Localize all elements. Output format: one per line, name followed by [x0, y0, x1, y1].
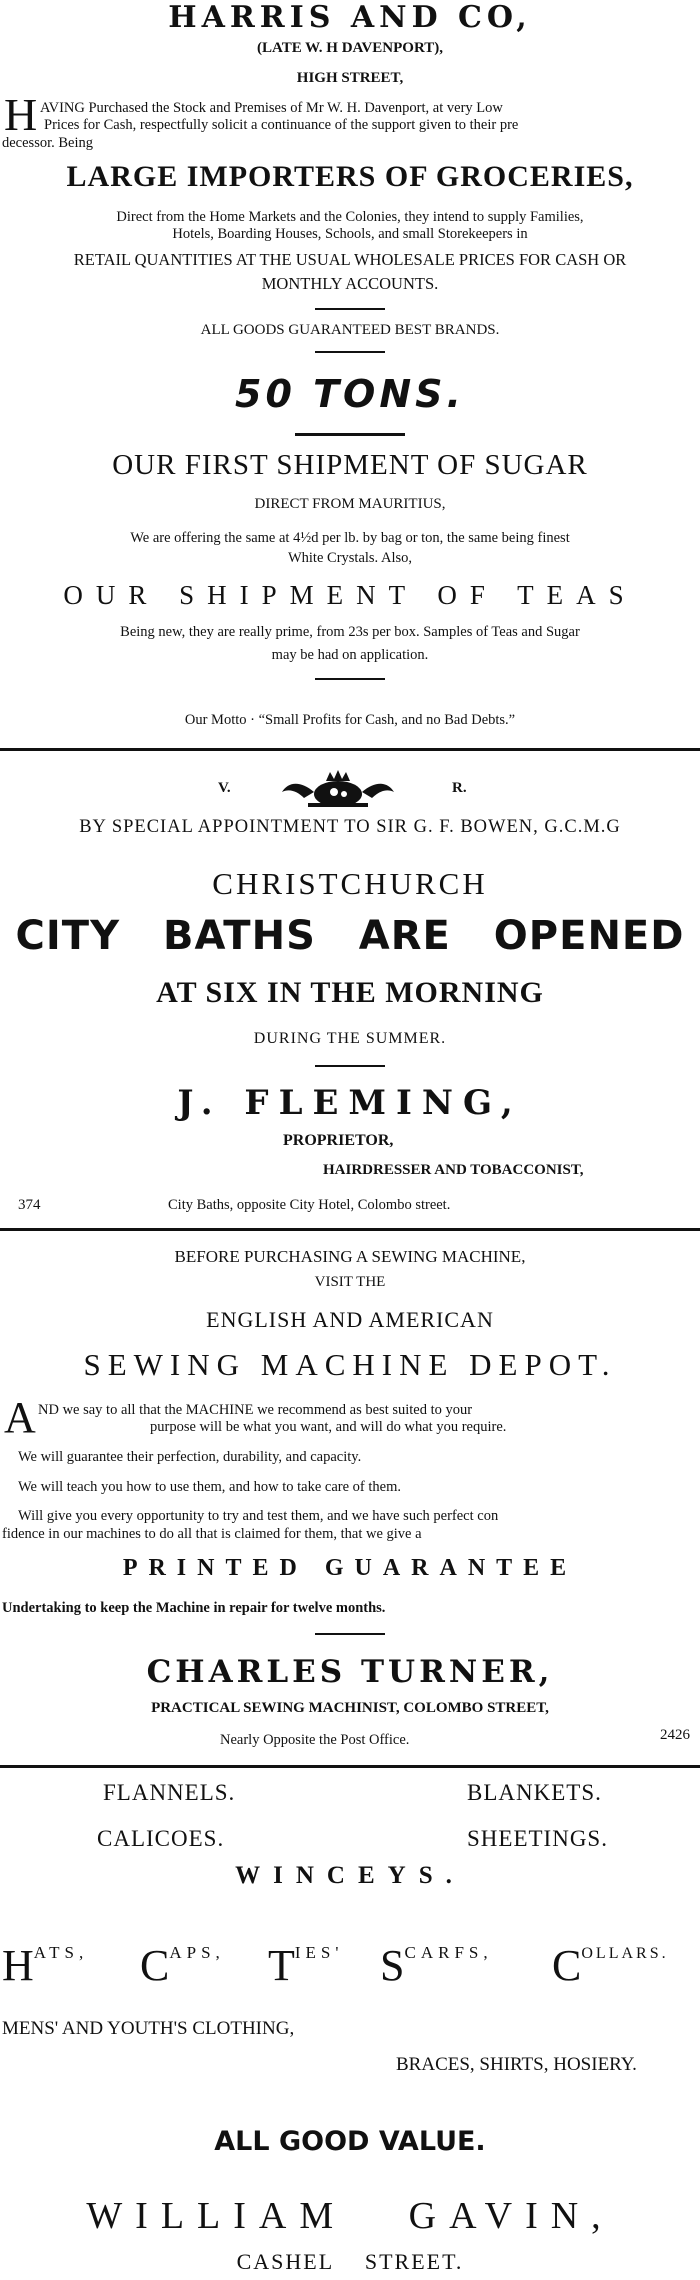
harris-intro-line-3: decessor. Being [2, 135, 94, 151]
harris-sugar-headline: OUR FIRST SHIPMENT OF SUGAR [112, 449, 588, 481]
gavin-name: WILLIAM GAVIN, [86, 2195, 614, 2237]
baths-address: City Baths, opposite City Hotel, Colombo street. [168, 1197, 451, 1213]
gavin-street: CASHEL STREET. [236, 2249, 464, 2274]
sewing-visit: VISIT THE [314, 1274, 386, 1290]
baths-city-name: CHRISTCHURCH [212, 866, 488, 901]
baths-v-mark: V. [218, 780, 231, 796]
baths-summer: DURING THE SUMMER. [253, 1030, 447, 1047]
harris-motto: Our Motto · “Small Profits for Cash, and no Bad Debts.” [184, 712, 516, 728]
gavin-hats-rest: ATS, [33, 1943, 89, 1962]
sewing-undertaking: Undertaking to keep the Machine in repair for twelve months. [2, 1600, 386, 1616]
column-separator-1 [0, 748, 700, 751]
sewing-dropcap: A [4, 1393, 36, 1442]
harris-tons: 50 TONS. [235, 372, 465, 416]
harris-tons-rule [295, 433, 405, 436]
baths-proprietor-title: PROPRIETOR, [283, 1132, 394, 1149]
baths-proprietor-name: J. FLEMING, [177, 1083, 523, 1123]
sewing-opposite: Nearly Opposite the Post Office. [220, 1732, 410, 1748]
gavin-ties-rest: IES' [294, 1943, 344, 1962]
gavin-caps-initial: C [140, 1941, 170, 1990]
sewing-depot-headline: SEWING MACHINE DEPOT. [83, 1347, 617, 1382]
gavin-value: ALL GOOD VALUE. [214, 2126, 486, 2157]
harris-intro-line-1: AVING Purchased the Stock and Premises of Mr W. H. Davenport, at very Low [40, 100, 503, 116]
sewing-guarantee-line: We will guarantee their perfection, durability, and capacity. [18, 1449, 362, 1465]
sewing-give-line-2: fidence in our machines to do all that is claimed for them, that we give a [2, 1526, 422, 1542]
baths-rule [315, 1065, 385, 1067]
baths-morning: AT SIX IN THE MORNING [156, 976, 544, 1009]
baths-r-mark: R. [452, 780, 467, 796]
harris-dropcap: H [4, 89, 38, 140]
sewing-rule [315, 1633, 385, 1635]
gavin-hats [2, 1940, 88, 1991]
baths-trade: HAIRDRESSER AND TOBACCONIST, [323, 1162, 584, 1178]
harris-headline: LARGE IMPORTERS OF GROCERIES, [66, 160, 634, 193]
sewing-before: BEFORE PURCHASING A SEWING MACHINE, [174, 1247, 526, 1266]
gavin-winceys: WINCEYS. [235, 1862, 465, 1889]
harris-retail-line-1: RETAIL QUANTITIES AT THE USUAL WHOLESALE PRICES FOR CASH OR [73, 250, 627, 269]
harris-direct-line-2: Hotels, Boarding Houses, Schools, and small Storekeepers in [172, 226, 528, 242]
harris-late-line: (LATE W. H DAVENPORT), [256, 40, 444, 56]
gavin-ties [268, 1940, 343, 1991]
harris-teas-rule [315, 678, 385, 680]
gavin-sheetings: SHEETINGS. [467, 1826, 608, 1851]
sewing-machinist: PRACTICAL SEWING MACHINIST, COLOMBO STREET, [151, 1700, 549, 1716]
sewing-printed-guarantee: PRINTED GUARANTEE [122, 1555, 578, 1581]
gavin-calicoes: CALICOES. [97, 1826, 225, 1851]
harris-sugar-offer-line-2: White Crystals. Also, [287, 550, 413, 566]
baths-appointment: BY SPECIAL APPOINTMENT TO SIR G. F. BOWEN, G.C.M.G [79, 817, 621, 837]
sewing-give-line-1: Will give you every opportunity to try and test them, and we have such perfect con [18, 1508, 499, 1524]
harris-street: HIGH STREET, [296, 70, 404, 86]
harris-teas-line-2: may be had on application. [271, 647, 429, 663]
gavin-caps [140, 1940, 225, 1991]
gavin-hats-initial: H [2, 1941, 34, 1990]
royal-crest-icon [268, 770, 408, 810]
gavin-clothing: MENS' AND YOUTH'S CLOTHING, [2, 2018, 295, 2039]
baths-headline: CITY BATHS ARE OPENED [15, 913, 685, 959]
gavin-braces: BRACES, SHIRTS, HOSIERY. [396, 2054, 637, 2075]
gavin-scarfs-rest: CARFS, [404, 1943, 493, 1962]
harris-teas-line-1: Being new, they are really prime, from 23s per box. Samples of Teas and Sugar [120, 624, 580, 640]
sewing-say-line-2: purpose will be what you want, and will do what you require. [150, 1419, 507, 1435]
gavin-collars-initial: C [552, 1941, 582, 1990]
harris-sugar-offer-line-1: We are offering the same at 4½d per lb. by bag or ton, the same being finest [130, 530, 570, 546]
gavin-caps-rest: APS, [169, 1943, 225, 1962]
gavin-blankets: BLANKETS. [467, 1780, 602, 1805]
column-separator-2 [0, 1228, 700, 1231]
harris-intro-line-2: Prices for Cash, respectfully solicit a continuance of the support given to their pre [44, 117, 519, 133]
gavin-collars [552, 1940, 669, 1991]
sewing-teach-line: We will teach you how to use them, and how to take care of them. [18, 1479, 401, 1495]
harris-sugar-source: DIRECT FROM MAURITIUS, [254, 496, 446, 512]
sewing-english-american: ENGLISH AND AMERICAN [206, 1307, 494, 1332]
gavin-collars-rest: OLLARS. [581, 1945, 669, 1962]
gavin-flannels: FLANNELS. [103, 1780, 236, 1805]
sewing-ad-number: 2426 [660, 1727, 690, 1743]
harris-short-rule [315, 308, 385, 310]
baths-ad-number: 374 [18, 1197, 41, 1213]
harris-short-rule-2 [315, 351, 385, 353]
harris-retail-line-2: MONTHLY ACCOUNTS. [261, 274, 439, 293]
harris-guaranteed: ALL GOODS GUARANTEED BEST BRANDS. [200, 322, 500, 338]
gavin-scarfs-initial: S [380, 1941, 405, 1990]
gavin-scarfs [380, 1940, 493, 1991]
harris-title: HARRIS AND CO, [168, 0, 532, 35]
harris-teas-headline: OUR SHIPMENT OF TEAS [63, 580, 637, 610]
gavin-ties-initial: T [268, 1941, 295, 1990]
sewing-turner-name: CHARLES TURNER, [146, 1654, 554, 1690]
harris-direct-line-1: Direct from the Home Markets and the Colonies, they intend to supply Families, [116, 209, 584, 225]
sewing-say-line-1: ND we say to all that the MACHINE we recommend as best suited to your [38, 1402, 473, 1418]
column-separator-3 [0, 1765, 700, 1768]
